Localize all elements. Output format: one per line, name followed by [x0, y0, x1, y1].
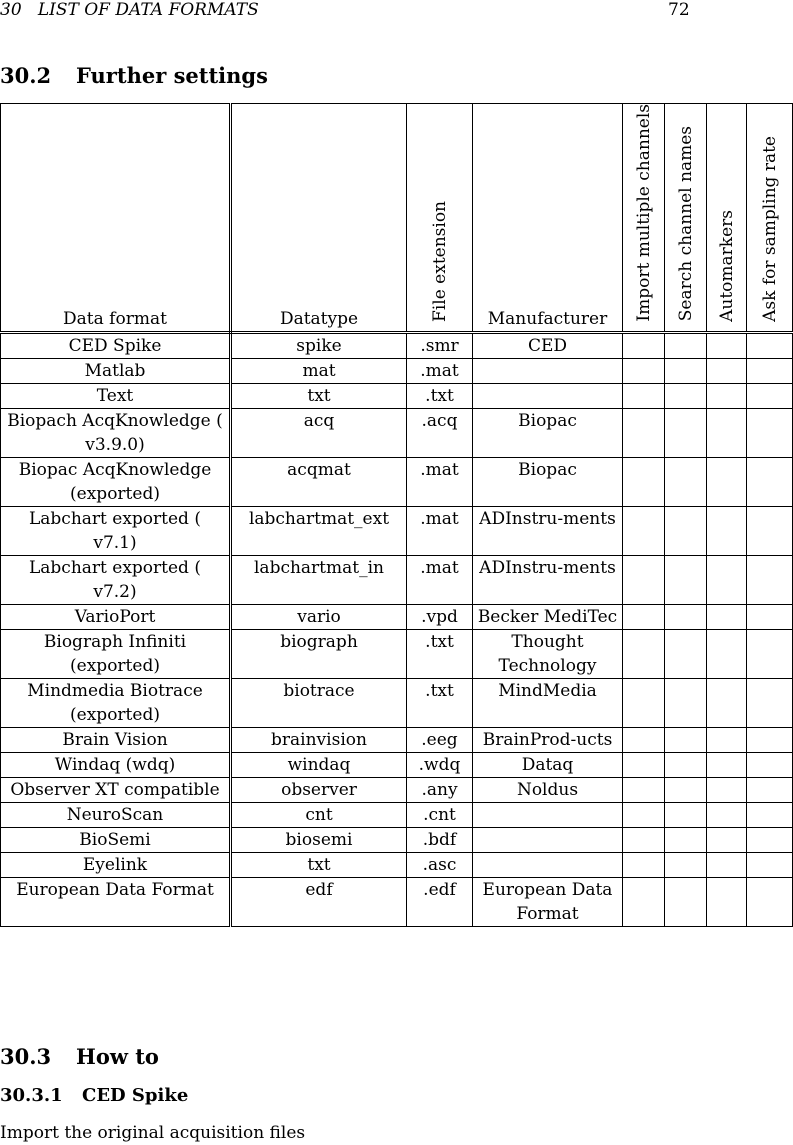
column-header: Automarkers	[707, 104, 747, 333]
setting-cell	[707, 752, 747, 777]
data-format-cell: CED Spike	[1, 332, 231, 358]
section-title: Further settings	[76, 63, 268, 88]
setting-cell	[623, 332, 665, 358]
setting-cell	[665, 457, 707, 506]
setting-cell	[747, 727, 793, 752]
setting-cell	[747, 408, 793, 457]
setting-cell	[747, 678, 793, 727]
manufacturer-cell	[473, 852, 623, 877]
data-format-cell: Labchart exported ( v7.2)	[1, 555, 231, 604]
file-extension-cell: .any	[407, 777, 473, 802]
manufacturer-cell	[473, 358, 623, 383]
file-extension-cell: .cnt	[407, 802, 473, 827]
setting-cell	[623, 802, 665, 827]
file-extension-cell: .acq	[407, 408, 473, 457]
manufacturer-cell: ADInstru-ments	[473, 506, 623, 555]
setting-cell	[747, 877, 793, 926]
setting-cell	[747, 383, 793, 408]
section-title: How to	[76, 1044, 159, 1069]
setting-cell	[623, 383, 665, 408]
datatype-cell: acqmat	[231, 457, 407, 506]
setting-cell	[623, 555, 665, 604]
manufacturer-cell: Biopac	[473, 457, 623, 506]
setting-cell	[665, 752, 707, 777]
setting-cell	[747, 506, 793, 555]
file-extension-cell: .eeg	[407, 727, 473, 752]
data-format-cell: Biopach AcqKnowledge ( v3.9.0)	[1, 408, 231, 457]
setting-cell	[665, 358, 707, 383]
table-row	[1, 802, 793, 827]
data-format-cell: Text	[1, 383, 231, 408]
data-format-cell: Biopac AcqKnowledge (exported)	[1, 457, 231, 506]
data-format-cell: Brain Vision	[1, 727, 231, 752]
data-format-cell: Observer XT compatible	[1, 777, 231, 802]
setting-cell	[623, 752, 665, 777]
setting-cell	[747, 852, 793, 877]
table-row	[1, 332, 793, 358]
setting-cell	[665, 678, 707, 727]
file-extension-cell: .vpd	[407, 604, 473, 629]
setting-cell	[707, 555, 747, 604]
column-header: Data format	[1, 104, 231, 333]
datatype-cell: vario	[231, 604, 407, 629]
setting-cell	[665, 332, 707, 358]
setting-cell	[707, 383, 747, 408]
file-extension-cell: .mat	[407, 358, 473, 383]
data-format-cell: BioSemi	[1, 827, 231, 852]
column-header: Datatype	[231, 104, 407, 333]
datatype-cell: observer	[231, 777, 407, 802]
datatype-cell: edf	[231, 877, 407, 926]
table-row	[1, 358, 793, 383]
data-format-cell: VarioPort	[1, 604, 231, 629]
table-row	[1, 555, 793, 604]
setting-cell	[623, 877, 665, 926]
setting-cell	[747, 604, 793, 629]
datatype-cell: biograph	[231, 629, 407, 678]
setting-cell	[665, 727, 707, 752]
datatype-cell: spike	[231, 332, 407, 358]
data-format-cell: Windaq (wdq)	[1, 752, 231, 777]
setting-cell	[747, 777, 793, 802]
manufacturer-cell: Becker MediTec	[473, 604, 623, 629]
setting-cell	[707, 877, 747, 926]
setting-cell	[747, 358, 793, 383]
manufacturer-cell	[473, 827, 623, 852]
datatype-cell: windaq	[231, 752, 407, 777]
file-extension-cell: .wdq	[407, 752, 473, 777]
datatype-cell: biosemi	[231, 827, 407, 852]
column-header: File extension	[407, 104, 473, 333]
manufacturer-cell	[473, 383, 623, 408]
file-extension-cell: .txt	[407, 629, 473, 678]
setting-cell	[623, 358, 665, 383]
manufacturer-cell: Thought Technology	[473, 629, 623, 678]
setting-cell	[707, 852, 747, 877]
manufacturer-cell: MindMedia	[473, 678, 623, 727]
datatype-cell: acq	[231, 408, 407, 457]
setting-cell	[707, 506, 747, 555]
file-extension-cell: .edf	[407, 877, 473, 926]
setting-cell	[665, 852, 707, 877]
section-number: 30.2	[0, 63, 52, 88]
setting-cell	[623, 678, 665, 727]
data-format-cell: Mindmedia Biotrace (exported)	[1, 678, 231, 727]
datatype-cell: txt	[231, 383, 407, 408]
setting-cell	[747, 555, 793, 604]
setting-cell	[623, 604, 665, 629]
setting-cell	[623, 727, 665, 752]
setting-cell	[665, 383, 707, 408]
data-format-cell: NeuroScan	[1, 802, 231, 827]
setting-cell	[623, 408, 665, 457]
section-number: 30.3	[0, 1044, 52, 1069]
setting-cell	[747, 802, 793, 827]
table-row	[1, 678, 793, 727]
datatype-cell: txt	[231, 852, 407, 877]
table-row	[1, 877, 793, 926]
table-row	[1, 752, 793, 777]
table-row	[1, 827, 793, 852]
table-row	[1, 408, 793, 457]
setting-cell	[747, 457, 793, 506]
column-header: Manufacturer	[473, 104, 623, 333]
setting-cell	[665, 604, 707, 629]
column-header: Ask for sampling rate	[747, 104, 793, 333]
datatype-cell: biotrace	[231, 678, 407, 727]
setting-cell	[665, 555, 707, 604]
data-format-cell: Eyelink	[1, 852, 231, 877]
body-paragraph: Import the original acquisition files	[0, 1123, 306, 1143]
setting-cell	[623, 629, 665, 678]
page-number: 72	[668, 0, 690, 20]
subsection-title: CED Spike	[82, 1085, 189, 1106]
manufacturer-cell: Dataq	[473, 752, 623, 777]
setting-cell	[665, 506, 707, 555]
table-row	[1, 777, 793, 802]
setting-cell	[707, 727, 747, 752]
manufacturer-cell	[473, 802, 623, 827]
setting-cell	[707, 457, 747, 506]
table-row	[1, 852, 793, 877]
setting-cell	[665, 777, 707, 802]
file-extension-cell: .txt	[407, 383, 473, 408]
table-row	[1, 383, 793, 408]
datatype-cell: labchartmat_in	[231, 555, 407, 604]
setting-cell	[623, 852, 665, 877]
datatype-cell: brainvision	[231, 727, 407, 752]
section-heading	[0, 62, 268, 90]
datatype-cell: labchartmat_ext	[231, 506, 407, 555]
section-heading	[0, 1043, 159, 1071]
file-extension-cell: .smr	[407, 332, 473, 358]
setting-cell	[707, 678, 747, 727]
setting-cell	[623, 827, 665, 852]
manufacturer-cell: European Data Format	[473, 877, 623, 926]
table-row	[1, 506, 793, 555]
setting-cell	[623, 457, 665, 506]
data-format-cell: Labchart exported ( v7.1)	[1, 506, 231, 555]
datatype-cell: cnt	[231, 802, 407, 827]
subsection-number: 30.3.1	[0, 1085, 63, 1106]
setting-cell	[707, 777, 747, 802]
file-extension-cell: .mat	[407, 506, 473, 555]
table-row	[1, 604, 793, 629]
file-extension-cell: .asc	[407, 852, 473, 877]
data-format-cell: Biograph Infiniti (exported)	[1, 629, 231, 678]
manufacturer-cell: ADInstru-ments	[473, 555, 623, 604]
subsection-heading	[0, 1084, 188, 1108]
datatype-cell: mat	[231, 358, 407, 383]
manufacturer-cell: BrainProd-ucts	[473, 727, 623, 752]
setting-cell	[707, 358, 747, 383]
setting-cell	[623, 506, 665, 555]
setting-cell	[747, 332, 793, 358]
manufacturer-cell: Noldus	[473, 777, 623, 802]
file-extension-cell: .mat	[407, 457, 473, 506]
setting-cell	[707, 408, 747, 457]
file-extension-cell: .mat	[407, 555, 473, 604]
setting-cell	[665, 408, 707, 457]
setting-cell	[665, 629, 707, 678]
table-row	[1, 727, 793, 752]
data-format-cell: European Data Format	[1, 877, 231, 926]
setting-cell	[707, 629, 747, 678]
setting-cell	[707, 604, 747, 629]
setting-cell	[623, 777, 665, 802]
file-extension-cell: .bdf	[407, 827, 473, 852]
setting-cell	[707, 827, 747, 852]
manufacturer-cell: CED	[473, 332, 623, 358]
column-header: Search channel names	[665, 104, 707, 333]
data-format-cell: Matlab	[1, 358, 231, 383]
setting-cell	[665, 827, 707, 852]
setting-cell	[747, 752, 793, 777]
data-formats-table	[0, 103, 793, 927]
column-header: Import multiple channels	[623, 104, 665, 333]
setting-cell	[747, 827, 793, 852]
setting-cell	[707, 802, 747, 827]
manufacturer-cell: Biopac	[473, 408, 623, 457]
table-body	[1, 332, 793, 926]
table-header-row	[1, 104, 793, 333]
table-row	[1, 457, 793, 506]
setting-cell	[665, 877, 707, 926]
running-head	[0, 0, 792, 20]
setting-cell	[747, 629, 793, 678]
chapter-title: 30 LIST OF DATA FORMATS	[0, 0, 259, 20]
setting-cell	[665, 802, 707, 827]
file-extension-cell: .txt	[407, 678, 473, 727]
table-row	[1, 629, 793, 678]
setting-cell	[707, 332, 747, 358]
